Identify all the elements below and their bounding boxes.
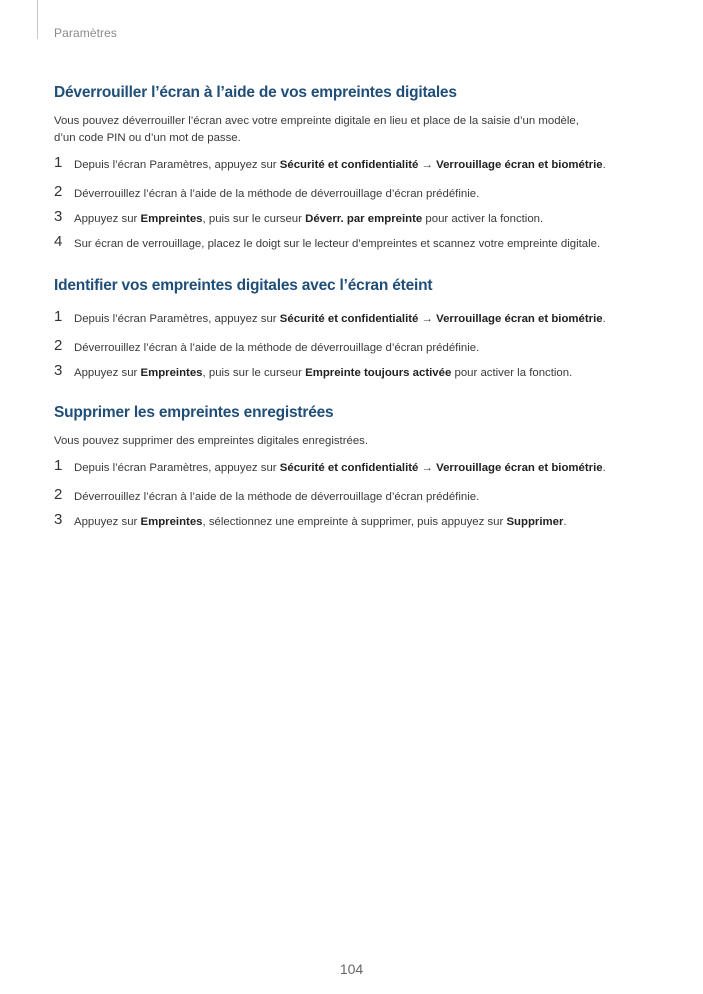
step-text: Appuyez sur (74, 516, 141, 528)
step-text: . (602, 462, 606, 474)
step-item (54, 511, 664, 529)
step-arrow: → (418, 313, 437, 325)
step-text: . (602, 313, 606, 325)
step-number: 1 (54, 308, 63, 325)
step-number: 3 (54, 362, 63, 379)
step-text: , sélectionnez une empreinte à supprimer, puis appuyez sur (202, 516, 507, 528)
margin-rule (37, 0, 38, 39)
steps-list (54, 154, 664, 251)
step-menu-item: Supprimer (506, 516, 564, 528)
step-menu-path: Verrouillage écran et biométrie (436, 159, 603, 171)
step-menu-item: Empreintes (140, 516, 203, 528)
step-text: Sur écran de verrouillage, placez le doigt sur le lecteur d’empreintes et scannez votre empreinte digitale. (74, 238, 601, 250)
section-title: Supprimer les empreintes enregistrées (54, 404, 334, 421)
step-menu-item: Déverr. par empreinte (305, 213, 423, 225)
step-text: Depuis l’écran Paramètres, appuyez sur (74, 313, 280, 325)
step-menu-path: Sécurité et confidentialité (279, 159, 419, 171)
section-title: Déverrouiller l’écran à l’aide de vos empreintes digitales (54, 84, 457, 101)
section-screen-off-fingerprint (54, 277, 664, 380)
step-arrow: → (418, 159, 437, 171)
step-item (54, 233, 664, 251)
step-text: pour activer la fonction. (451, 367, 573, 379)
step-text: Depuis l’écran Paramètres, appuyez sur (74, 462, 280, 474)
section-unlock-fingerprint (54, 84, 664, 251)
step-item (54, 486, 664, 504)
step-menu-path: Verrouillage écran et biométrie (436, 313, 603, 325)
step-number: 2 (54, 337, 63, 354)
step-arrow: → (418, 462, 437, 474)
step-menu-item: Empreintes (140, 367, 203, 379)
section-intro (54, 113, 664, 147)
step-text: Déverrouillez l’écran à l’aide de la méthode de déverrouillage d’écran prédéfinie. (74, 342, 480, 354)
step-number: 4 (54, 233, 63, 250)
step-text: . (563, 516, 567, 528)
intro-line: Vous pouvez supprimer des empreintes digitales enregistrées. (54, 435, 369, 447)
step-item (54, 154, 664, 172)
step-item (54, 308, 664, 326)
step-text: Appuyez sur (74, 367, 141, 379)
step-menu-item: Empreintes (140, 213, 203, 225)
steps-list (54, 457, 664, 529)
step-text: Depuis l’écran Paramètres, appuyez sur (74, 159, 280, 171)
section-title: Identifier vos empreintes digitales avec l’écran éteint (54, 277, 433, 294)
step-number: 1 (54, 154, 63, 171)
step-item (54, 337, 664, 355)
step-number: 2 (54, 183, 63, 200)
step-text: pour activer la fonction. (422, 213, 544, 225)
section-delete-fingerprints (54, 404, 664, 529)
step-menu-path: Sécurité et confidentialité (279, 313, 419, 325)
step-text: Déverrouillez l’écran à l’aide de la méthode de déverrouillage d’écran prédéfinie. (74, 188, 480, 200)
step-number: 1 (54, 457, 63, 474)
step-number: 3 (54, 511, 63, 528)
step-text: . (602, 159, 606, 171)
step-item (54, 457, 664, 475)
step-menu-path: Sécurité et confidentialité (279, 462, 419, 474)
intro-line: d’un code PIN ou d’un mot de passe. (54, 132, 241, 144)
step-text: Appuyez sur (74, 213, 141, 225)
steps-list (54, 308, 664, 380)
step-number: 2 (54, 486, 63, 503)
section-intro (54, 433, 664, 450)
running-head: Paramètres (54, 26, 118, 40)
step-item (54, 362, 664, 380)
step-text: , puis sur le curseur (202, 367, 306, 379)
step-item (54, 208, 664, 226)
page-number: 104 (339, 961, 364, 977)
step-text: , puis sur le curseur (202, 213, 306, 225)
step-item (54, 183, 664, 201)
step-menu-item: Empreinte toujours activée (305, 367, 452, 379)
step-menu-path: Verrouillage écran et biométrie (436, 462, 603, 474)
intro-line: Vous pouvez déverrouiller l’écran avec votre empreinte digitale en lieu et place de la saisie d’un modèle, (54, 115, 579, 127)
step-number: 3 (54, 208, 63, 225)
step-text: Déverrouillez l’écran à l’aide de la méthode de déverrouillage d’écran prédéfinie. (74, 491, 480, 503)
